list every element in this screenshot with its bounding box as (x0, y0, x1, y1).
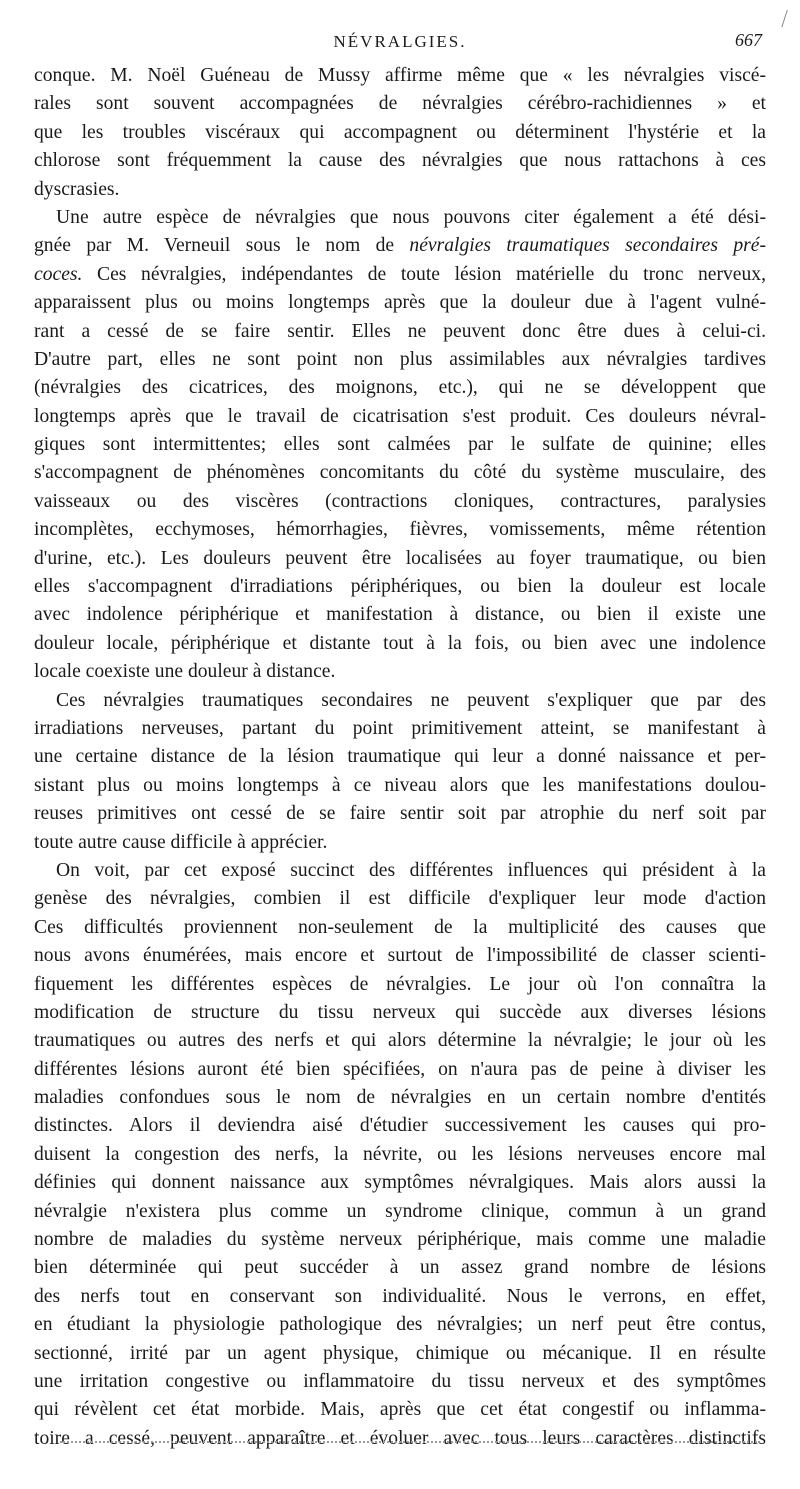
italic-term: coces. (34, 263, 83, 285)
text-line: Ces névralgies traumatiques secondaires ne peuvent s'expliquer que par des (56, 689, 766, 711)
footer-dotted-rule (60, 1441, 760, 1443)
text-line: modification de structure du tissu nerveux qui succède aux diverses lésions (34, 1001, 766, 1023)
italic-term: névralgies traumatiques secondaires pré- (409, 235, 766, 257)
text-line: vaisseaux ou des viscères (contractions cloniques, contractures, paralysies (34, 490, 766, 512)
text-line: distinctes. Alors il deviendra aisé d'étudier successivement les causes qui pro- (34, 1115, 766, 1137)
text-line: (névralgies des cicatrices, des moignons, etc.), qui ne se développent que (34, 377, 766, 399)
text-line: chlorose sont fréquemment la cause des névralgies que nous rattachons à ces (34, 150, 766, 172)
text-line: s'accompagnent de phénomènes concomitants du côté du système musculaire, des (34, 462, 766, 484)
text-line: qui révèlent cet état morbide. Mais, après que cet état congestif ou inflamma- (34, 1399, 766, 1421)
text-line: nombre de maladies du système nerveux périphérique, mais comme une maladie (34, 1229, 766, 1251)
text-line: reuses primitives ont cessé de se faire sentir soit par atrophie du nerf soit par (34, 803, 766, 825)
text-line: en étudiant la physiologie pathologique des névralgies; un nerf peut être contus, (34, 1314, 766, 1336)
text-line: que les troubles viscéraux qui accompagnent ou déterminent l'hystérie et la (34, 121, 766, 143)
text-line: genèse des névralgies, combien il est difficile d'expliquer leur mode d'action (34, 888, 766, 910)
text-line: Une autre espèce de névralgies que nous pouvons citer également a été dési- (56, 206, 766, 228)
text-line: différentes lésions auront été bien spécifiées, on n'aura pas de peine à diviser les (34, 1058, 766, 1080)
text-line: D'autre part, elles ne sont point non plus assimilables aux névralgies tardives (34, 348, 766, 370)
text-line: des nerfs tout en conservant son individualité. Nous le verrons, en effet, (34, 1285, 766, 1307)
text-line: définies qui donnent naissance aux symptômes névralgiques. Mais alors aussi la (34, 1172, 766, 1194)
text-fragment: gnée par M. Verneuil sous le nom de (34, 235, 410, 257)
body-text (34, 62, 766, 1453)
text-line: traumatiques ou autres des nerfs et qui alors détermine la névralgie; le jour où les (34, 1030, 766, 1052)
text-line: avec indolence périphérique et manifestation à distance, ou bien il existe une (34, 604, 766, 626)
text-line: longtemps après que le travail de cicatrisation s'est produit. Ces douleurs névral- (34, 405, 766, 427)
text-line (34, 232, 766, 260)
text-line: une certaine distance de la lésion traumatique qui leur a donné naissance et per- (34, 746, 766, 768)
page-edge-mark (781, 10, 790, 28)
page-header (34, 30, 766, 56)
text-line: elles s'accompagnent d'irradiations périphériques, ou bien la douleur est locale (34, 576, 766, 598)
text-line: une irritation congestive ou inflammatoire du tissu nerveux et des symptômes (34, 1370, 766, 1392)
text-line (34, 261, 766, 289)
page-number: 667 (735, 30, 762, 50)
text-line: nous avons énumérées, mais encore et surtout de l'impossibilité de classer scienti- (34, 945, 766, 967)
text-line: sistant plus ou moins longtemps à ce niveau alors que les manifestations doulou- (34, 774, 766, 796)
text-line: rant a cessé de se faire sentir. Elles ne peuvent donc être dues à celui-ci. (34, 320, 766, 342)
text-line: conque. M. Noël Guéneau de Mussy affirme même que « les névralgies viscé- (34, 65, 766, 86)
text-line: névralgie n'existera plus comme un syndrome clinique, commun à un grand (34, 1200, 766, 1222)
text-line: duisent la congestion des nerfs, la névrite, ou les lésions nerveuses encore mal (34, 1143, 766, 1165)
text-line: toire a cessé, peuvent apparaître et évoluer avec tous leurs caractères distinctifs (34, 1427, 766, 1449)
text-line: d'urine, etc.). Les douleurs peuvent être localisées au foyer traumatique, ou bien (34, 547, 766, 569)
text-line: dyscrasies. (34, 178, 120, 200)
text-line: rales sont souvent accompagnées de névralgies cérébro-rachidiennes » et (34, 93, 766, 115)
text-fragment: Ces névralgies, indépendantes de toute lésion matérielle du tronc nerveux, (82, 263, 766, 285)
text-line: On voit, par cet exposé succinct des différentes influences qui président à la (56, 859, 766, 881)
text-line: Ces difficultés proviennent non-seulement de la multiplicité des causes que (34, 916, 766, 938)
text-line: apparaissent plus ou moins longtemps après que la douleur due à l'agent vulné- (34, 292, 766, 314)
text-line: toute autre cause difficile à apprécier. (34, 831, 328, 853)
text-line: sectionné, irrité par un agent physique, chimique ou mécanique. Il en résulte (34, 1342, 766, 1364)
text-line: irradiations nerveuses, partant du point primitivement atteint, se manifestant à (34, 717, 766, 739)
text-line: incomplètes, ecchymoses, hémorrhagies, fièvres, vomissements, même rétention (34, 519, 766, 541)
running-title: NÉVRALGIES. (333, 32, 467, 51)
text-line: bien déterminée qui peut succéder à un assez grand nombre de lésions (34, 1257, 766, 1279)
text-line: fiquement les différentes espèces de névralgies. Le jour où l'on connaîtra la (34, 973, 766, 995)
text-line: maladies confondues sous le nom de névralgies en un certain nombre d'entités (34, 1087, 766, 1109)
text-line: locale coexiste une douleur à distance. (34, 661, 336, 683)
text-line: giques sont intermittentes; elles sont calmées par le sulfate de quinine; elles (34, 434, 766, 456)
text-line: douleur locale, périphérique et distante tout à la fois, ou bien avec une indolence (34, 632, 766, 654)
